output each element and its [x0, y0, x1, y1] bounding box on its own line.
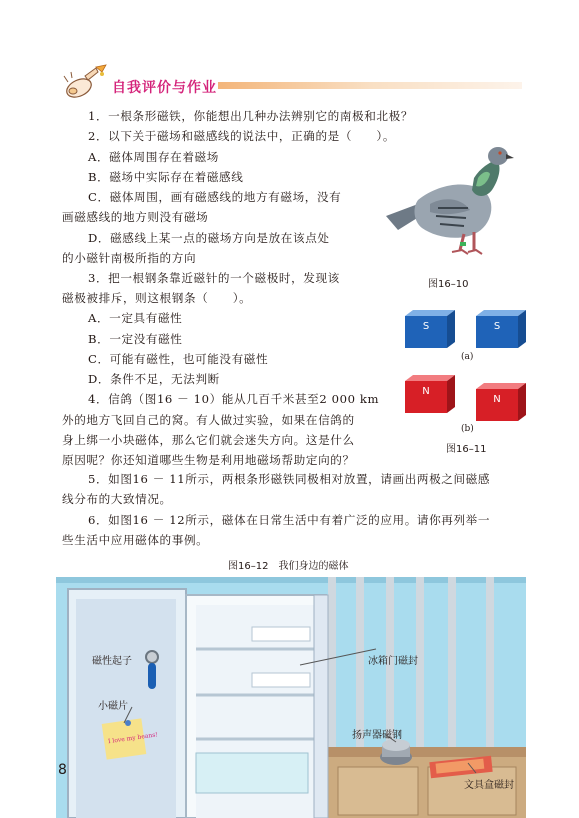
pole-label: N: [493, 394, 501, 405]
figure-16-12-caption: 图16–12 我们身边的磁体: [228, 561, 349, 572]
question-3: 3．把一根钢条靠近磁针的一个磁极时，发现该: [88, 271, 340, 285]
question-4: 4．信鸽（图16 － 10）能从几百千米甚至2 000 km: [88, 392, 380, 406]
figure-16-11-label-b: (b): [461, 424, 474, 434]
pole-label: S: [493, 321, 501, 332]
question-2: 2．以下关于磁场和磁感线的说法中，正确的是（ ）。: [88, 129, 396, 143]
page-number: 8: [58, 762, 67, 778]
question-6-cont: 些生活中应用磁体的事例。: [62, 533, 209, 547]
note-text: I love my beans!: [107, 731, 159, 746]
label-magnetic-opener: 磁性起子: [92, 656, 132, 667]
option-2a: A．磁体周围存在着磁场: [88, 150, 219, 164]
question-6: 6．如图16 － 12所示，磁体在日常生活中有着广泛的应用。请你再列举一: [88, 513, 491, 527]
question-4-line4: 原因呢？你还知道哪些生物是利用地磁场帮助定向的？: [62, 453, 355, 467]
figure-16-10-caption: 图16–10: [428, 279, 469, 290]
option-2c-cont: 画磁感线的地方则没有磁场: [62, 210, 209, 224]
option-2c: C．磁体周围，画有磁感线的地方有磁场，没有: [88, 190, 342, 204]
section-header: [62, 64, 532, 104]
pole-label: S: [422, 321, 430, 332]
question-3-cont: 磁极被排斥，则这根钢条（ ）。: [62, 291, 252, 305]
option-2d: D．磁感线上某一点的磁场方向是放在该点处: [88, 231, 330, 245]
label-stationery-magnet: 文具盒磁封: [464, 780, 514, 791]
option-3c: C．可能有磁性，也可能没有磁性: [88, 352, 269, 366]
magnet-b-left: [405, 375, 457, 413]
question-1: 1．一根条形磁铁，你能想出几种办法辨别它的南极和北极？: [88, 109, 414, 123]
scroll-icon: [62, 64, 112, 104]
pigeon-illustration: [378, 138, 518, 266]
option-2d-cont: 的小磁针南极所指的方向: [62, 251, 197, 265]
option-2b: B．磁场中实际存在着磁感线: [88, 170, 244, 184]
option-3d: D．条件不足，无法判断: [88, 372, 220, 386]
header-divider: [218, 82, 522, 89]
magnet-a-left: [405, 310, 457, 348]
question-5-cont: 线分布的大致情况。: [62, 492, 172, 506]
question-4-line2: 外的地方飞回自己的窝。有人做过实验，如果在信鸽的: [62, 413, 355, 427]
magnet-b-right: [476, 383, 528, 421]
option-3a: A．一定具有磁性: [88, 311, 183, 325]
section-title: 自我评价与作业: [112, 80, 217, 96]
label-small-magnet: 小磁片: [98, 701, 128, 712]
pole-label: N: [422, 386, 430, 397]
figure-16-11-label-a: (a): [461, 352, 474, 362]
figure-16-11-caption: 图16–11: [446, 444, 487, 455]
magnet-a-right: [476, 310, 528, 348]
question-5: 5．如图16 － 11所示，两根条形磁铁同极相对放置，请画出两极之间磁感: [88, 472, 491, 486]
question-4-line3: 身上绑一小块磁体，那么它们就会迷失方向。这是什么: [62, 433, 355, 447]
label-fridge-seal: 冰箱门磁封: [368, 656, 418, 667]
option-3b: B．一定没有磁性: [88, 332, 183, 346]
label-speaker-magnet: 扬声器磁钢: [352, 730, 402, 741]
